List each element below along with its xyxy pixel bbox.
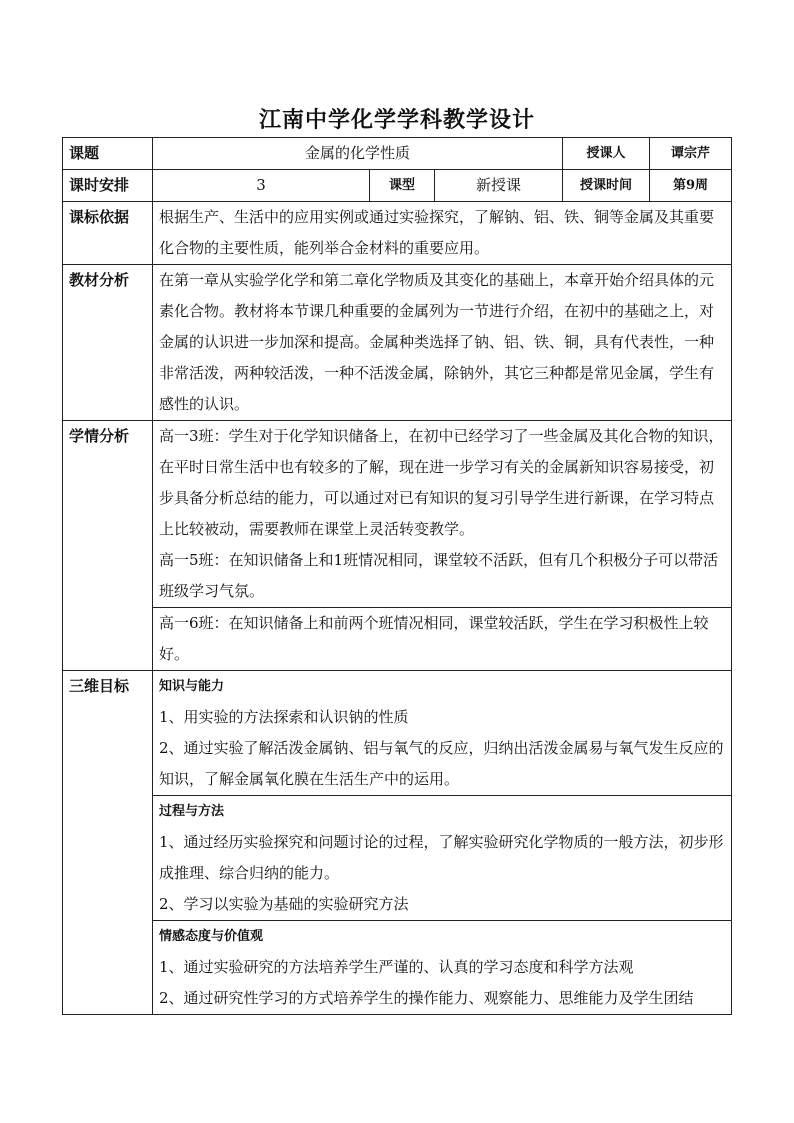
students-row-2 bbox=[63, 608, 732, 671]
topic-row bbox=[63, 138, 732, 170]
goals-row-emotion bbox=[63, 921, 732, 1015]
curriculum-row bbox=[63, 202, 732, 265]
knowledge-item-2: 2、通过实验了解活泼金属钠、铝与氧气的反应，归纳出活泼金属易与氧气发生反应的知识，了解金属氧化膜在生活生产中的运用。 bbox=[159, 739, 724, 788]
students-label: 学情分析 bbox=[63, 421, 153, 671]
textbook-label: 教材分析 bbox=[63, 265, 153, 421]
topic-value: 金属的化学性质 bbox=[153, 138, 563, 170]
period-value: 3 bbox=[153, 170, 370, 202]
textbook-text: 在第一章从实验学化学和第二章化学物质及其变化的基础上，本章开始介绍具体的元素化合物。教材将本节课几种重要的金属列为一节进行介绍，在初中的基础之上，对金属的认识进一步加深和提高。金属种类选择了钠、铝、铁、铜，具有代表性，一种非常活泼，两种较活泼，一种不活泼金属，除钠外，其它三种都是常见金属，学生有感性的认识。 bbox=[153, 265, 732, 421]
teacher-value: 谭宗芹 bbox=[650, 138, 732, 170]
type-value: 新授课 bbox=[435, 170, 563, 202]
emotion-cell bbox=[153, 921, 732, 1015]
process-item-2: 2、学习以实验为基础的实验研究方法 bbox=[159, 895, 409, 913]
students-class3: 高一3班：学生对于化学知识储备上，在初中已经学习了一些金属及其化合物的知识，在平时日常生活中也有较多的了解，现在进一步学习有关的金属新知识容易接受，初步具备分析总结的能力，可以通过对已有知识的复习引导学生进行新课，在学习特点上比较被动，需要教师在课堂上灵活转变教学。 bbox=[159, 427, 724, 538]
knowledge-title: 知识与能力 bbox=[159, 679, 225, 694]
document-title: 江南中学化学学科教学设计 bbox=[258, 107, 535, 133]
knowledge-cell bbox=[153, 671, 732, 796]
textbook-row bbox=[63, 265, 732, 421]
process-item-1: 1、通过经历实验探究和问题讨论的过程，了解实验研究化学物质的一般方法，初步形成推理、综合归纳的能力。 bbox=[159, 833, 724, 882]
lesson-plan-table bbox=[62, 137, 732, 1015]
emotion-item-1: 1、通过实验研究的方法培养学生严谨的、认真的学习态度和科学方法观 bbox=[159, 958, 634, 976]
students-class5: 高一5班：在知识储备上和1班情况相同，课堂较不活跃，但有几个积极分子可以带活班级学习气氛。 bbox=[159, 551, 719, 600]
time-label: 授课时间 bbox=[563, 170, 650, 202]
teacher-label: 授课人 bbox=[563, 138, 650, 170]
period-row bbox=[63, 170, 732, 202]
emotion-title: 情感态度与价值观 bbox=[159, 929, 264, 944]
curriculum-text: 根据生产、生活中的应用实例或通过实验探究，了解钠、铝、铁、铜等金属及其重要化合物的主要性质，能列举合金材料的重要应用。 bbox=[153, 202, 732, 265]
students-row-1 bbox=[63, 421, 732, 608]
period-label: 课时安排 bbox=[63, 170, 153, 202]
students-class6: 高一6班：在知识储备上和前两个班情况相同，课堂较活跃，学生在学习积极性上较好。 bbox=[153, 608, 732, 671]
process-title: 过程与方法 bbox=[159, 804, 225, 819]
curriculum-label: 课标依据 bbox=[63, 202, 153, 265]
goals-row-process bbox=[63, 796, 732, 921]
time-value: 第9周 bbox=[650, 170, 732, 202]
process-cell bbox=[153, 796, 732, 921]
topic-label: 课题 bbox=[63, 138, 153, 170]
knowledge-item-1: 1、用实验的方法探索和认识钠的性质 bbox=[159, 708, 409, 726]
type-label: 课型 bbox=[370, 170, 435, 202]
emotion-item-2: 2、通过研究性学习的方式培养学生的操作能力、观察能力、思维能力及学生团结 bbox=[159, 989, 694, 1007]
students-cell bbox=[153, 421, 732, 608]
goals-row-knowledge bbox=[63, 671, 732, 796]
goals-label: 三维目标 bbox=[63, 671, 153, 1015]
